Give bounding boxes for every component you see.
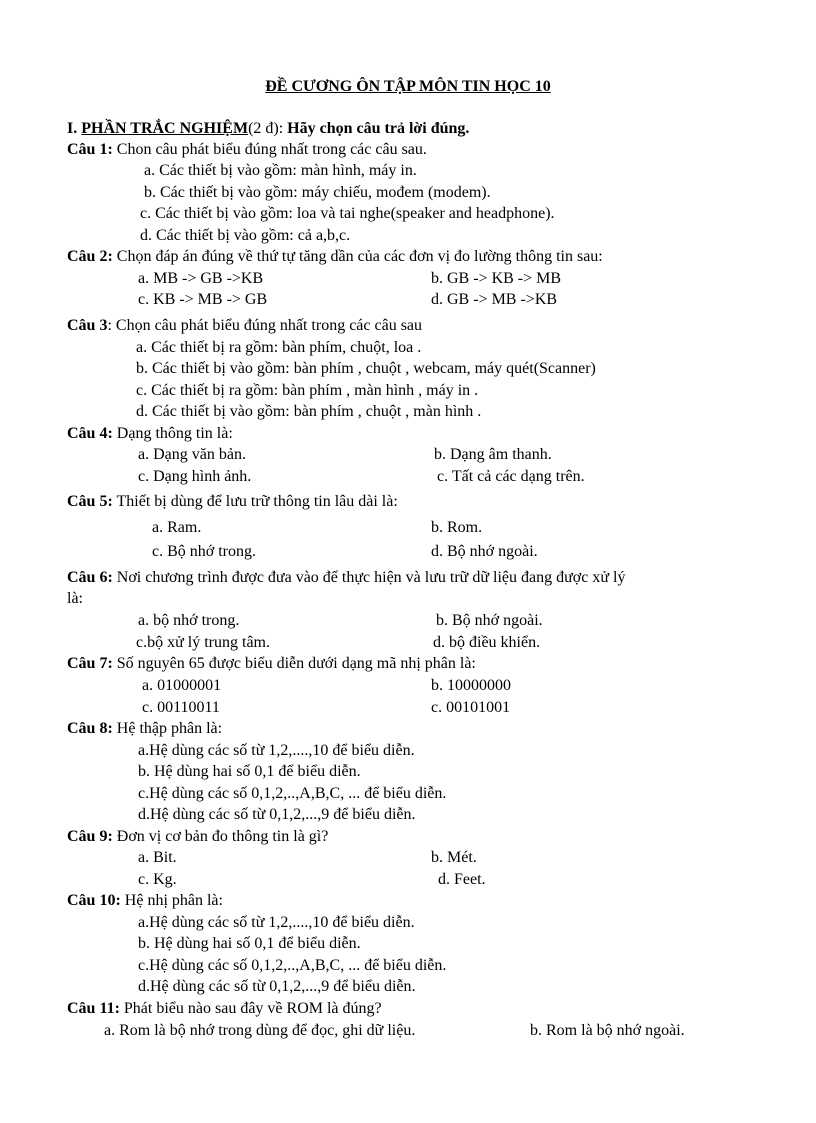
section-points: (2 đ): bbox=[248, 120, 288, 137]
question-label: Câu 11: bbox=[67, 1000, 120, 1017]
option: d. bộ điều khiển. bbox=[433, 634, 541, 651]
option: b. Rom. bbox=[431, 519, 483, 536]
option: c. 00110011 bbox=[142, 699, 220, 716]
question-label: Câu 3 bbox=[67, 317, 108, 334]
section-heading bbox=[67, 119, 469, 139]
section-name: PHẦN TRẮC NGHIỆM bbox=[81, 120, 249, 137]
question-text: : Chọn câu phát biểu đúng nhất trong các câu sau bbox=[107, 317, 423, 334]
option: d. GB -> MB ->KB bbox=[431, 291, 558, 308]
question-6 bbox=[67, 568, 625, 588]
question-label: Câu 7: bbox=[67, 655, 113, 672]
document-title bbox=[0, 78, 816, 96]
question-9 bbox=[67, 827, 328, 847]
option: c. Dạng hình ảnh. bbox=[138, 468, 252, 485]
option: b. Các thiết bị vào gồm: máy chiếu, mođem (modem). bbox=[144, 184, 491, 201]
question-5 bbox=[67, 492, 398, 512]
question-10 bbox=[67, 891, 223, 911]
option: b. Bộ nhớ ngoài. bbox=[436, 612, 543, 629]
question-text: Phát biểu nào sau đây về ROM là đúng? bbox=[119, 1000, 382, 1017]
question-4 bbox=[67, 424, 233, 444]
option: c. Các thiết bị ra gồm: bàn phím , màn hình , máy in . bbox=[136, 382, 479, 399]
option: a. Rom là bộ nhớ trong dùng để đọc, ghi dữ liệu. bbox=[104, 1022, 416, 1039]
question-text: Chon câu phát biểu đúng nhất trong các câu sau. bbox=[112, 141, 427, 158]
question-3 bbox=[67, 316, 422, 336]
question-text-cont: là: bbox=[67, 590, 83, 607]
option: a.Hệ dùng các số từ 1,2,....,10 để biểu diễn. bbox=[138, 742, 415, 759]
title-text: ĐỀ CƯƠNG ÔN TẬP MÔN TIN HỌC 10 bbox=[265, 78, 551, 95]
option: c.Hệ dùng các số 0,1,2,..,A,B,C, ... để biểu diễn. bbox=[138, 785, 447, 802]
question-text: Dạng thông tin là: bbox=[112, 425, 233, 442]
question-label: Câu 4: bbox=[67, 425, 113, 442]
question-text: Nơi chương trình được đưa vào để thực hiện và lưu trữ dữ liệu đang được xử lý bbox=[112, 569, 626, 586]
option: c. Kg. bbox=[138, 871, 177, 888]
question-text: Hệ thập phân là: bbox=[112, 720, 223, 737]
option: b. Hệ dùng hai số 0,1 để biểu diễn. bbox=[138, 763, 361, 780]
option: c.Hệ dùng các số 0,1,2,..,A,B,C, ... để biểu diễn. bbox=[138, 957, 447, 974]
option: c.bộ xử lý trung tâm. bbox=[136, 634, 270, 651]
option: b. Mét. bbox=[431, 849, 477, 866]
option: d. Các thiết bị vào gồm: bàn phím , chuột , màn hình . bbox=[136, 403, 482, 420]
question-1 bbox=[67, 140, 427, 160]
option: b. Các thiết bị vào gồm: bàn phím , chuột , webcam, máy quét(Scanner) bbox=[136, 360, 596, 377]
option: b. GB -> KB -> MB bbox=[431, 270, 562, 287]
question-text: Đơn vị cơ bản đo thông tin là gì? bbox=[112, 828, 329, 845]
question-8 bbox=[67, 719, 222, 739]
option: b. 10000000 bbox=[431, 677, 511, 694]
option: d.Hệ dùng các số từ 0,1,2,...,9 để biểu diễn. bbox=[138, 978, 416, 995]
option: b. Rom là bộ nhớ ngoài. bbox=[530, 1022, 685, 1039]
option: a. Ram. bbox=[152, 519, 202, 536]
option: a. bộ nhớ trong. bbox=[138, 612, 240, 629]
question-label: Câu 10: bbox=[67, 892, 121, 909]
option: d. Các thiết bị vào gồm: cả a,b,c. bbox=[140, 227, 351, 244]
question-label: Câu 1: bbox=[67, 141, 113, 158]
option: a. 01000001 bbox=[142, 677, 222, 694]
option: b. Hệ dùng hai số 0,1 để biểu diễn. bbox=[138, 935, 361, 952]
section-number: I. bbox=[67, 120, 82, 137]
section-instruction: Hãy chọn câu trả lời đúng. bbox=[287, 120, 470, 137]
option: a. Dạng văn bản. bbox=[138, 446, 246, 463]
option: a. Các thiết bị ra gồm: bàn phím, chuột, loa . bbox=[136, 339, 422, 356]
question-label: Câu 6: bbox=[67, 569, 113, 586]
option: a. Bit. bbox=[138, 849, 177, 866]
question-text: Thiết bị dùng để lưu trữ thông tin lâu dài là: bbox=[112, 493, 398, 510]
option: c. KB -> MB -> GB bbox=[138, 291, 268, 308]
option: c. Các thiết bị vào gồm: loa và tai nghe(speaker and headphone). bbox=[140, 205, 555, 222]
question-text: Hệ nhị phân là: bbox=[120, 892, 223, 909]
option: d. Feet. bbox=[438, 871, 486, 888]
option: a. MB -> GB ->KB bbox=[138, 270, 264, 287]
option: d.Hệ dùng các số từ 0,1,2,...,9 để biểu diễn. bbox=[138, 806, 416, 823]
question-label: Câu 9: bbox=[67, 828, 113, 845]
question-text: Số nguyên 65 được biểu diễn dưới dạng mã nhị phân là: bbox=[112, 655, 476, 672]
option: d. Bộ nhớ ngoài. bbox=[431, 543, 538, 560]
question-2 bbox=[67, 247, 603, 267]
question-label: Câu 5: bbox=[67, 493, 113, 510]
option: a.Hệ dùng các số từ 1,2,....,10 để biểu diễn. bbox=[138, 914, 415, 931]
question-text: Chọn đáp án đúng về thứ tự tăng dần của các đơn vị đo lường thông tin sau: bbox=[112, 248, 603, 265]
option: c. 00101001 bbox=[431, 699, 511, 716]
option: c. Tất cả các dạng trên. bbox=[437, 468, 585, 485]
question-11 bbox=[67, 999, 382, 1019]
option: a. Các thiết bị vào gồm: màn hình, máy in. bbox=[144, 162, 417, 179]
option: c. Bộ nhớ trong. bbox=[152, 543, 257, 560]
question-label: Câu 8: bbox=[67, 720, 113, 737]
option: b. Dạng âm thanh. bbox=[434, 446, 552, 463]
question-label: Câu 2: bbox=[67, 248, 113, 265]
question-7 bbox=[67, 654, 476, 674]
